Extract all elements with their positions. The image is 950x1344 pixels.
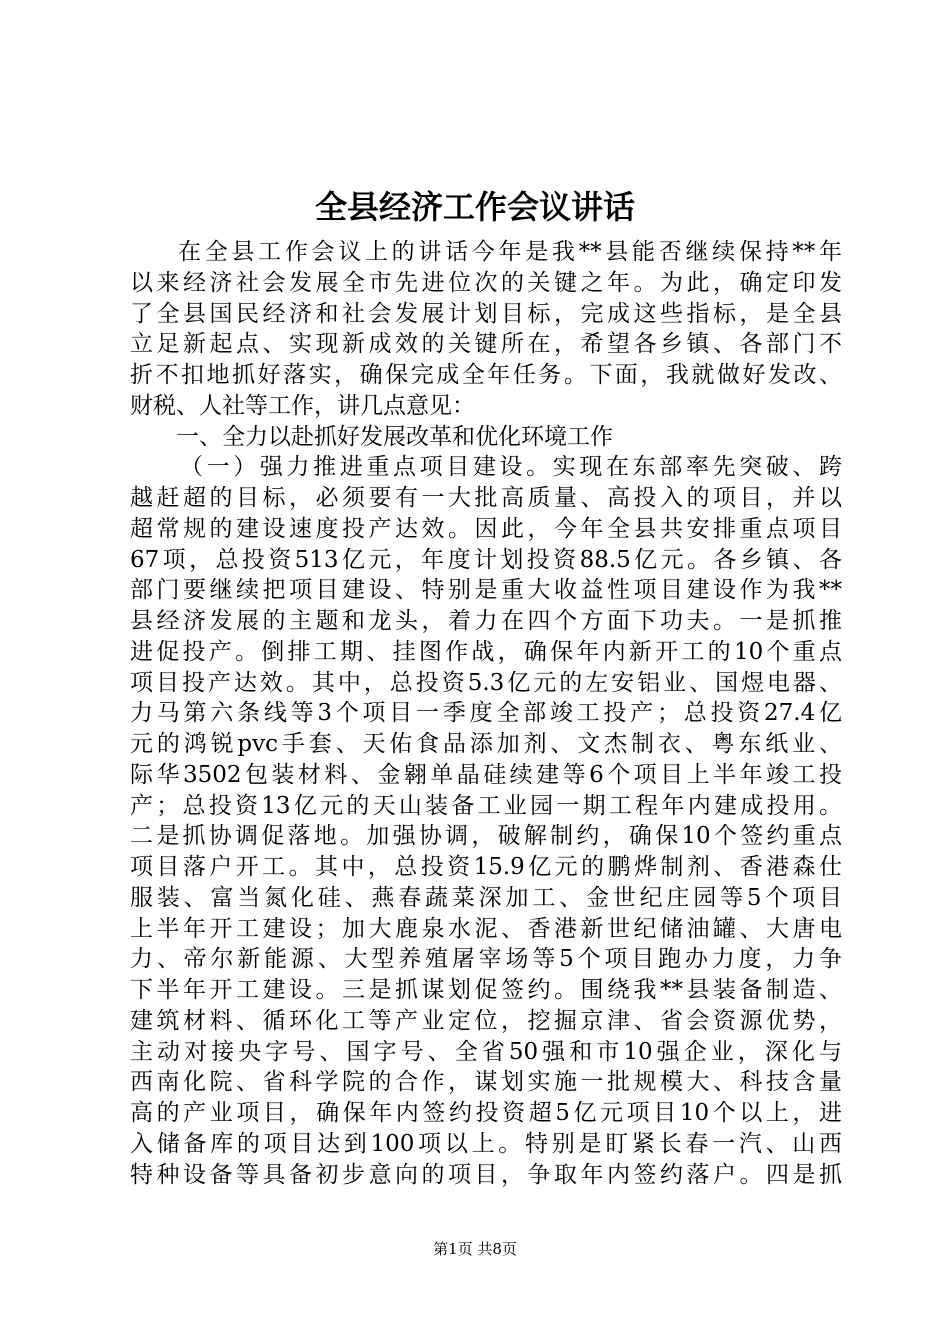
body-line: 元的鸿锐pvc手套、天佑食品添加剂、文杰制衣、粤东纸业、 [130, 731, 842, 757]
body-line: 产；总投资13亿元的天山装备工业园一期工程年内建成投用。 [130, 792, 842, 819]
body-line: 际华3502包装材料、金翱单晶硅续建等6个项目上半年竣工投 [130, 761, 842, 788]
page-number-footer: 第1页 共8页 [433, 1240, 517, 1258]
body-line: 二是抓协调促落地。加强协调，破解制约，确保10个签约重点 [130, 823, 842, 850]
body-line: 了全县国民经济和社会发展计划目标，完成这些指标，是全县 [130, 300, 842, 327]
body-line: 部门要继续把项目建设、特别是重大收益性项目建设作为我** [130, 577, 842, 604]
body-line: 主动对接央字号、国字号、全省50强和市10强企业，深化与 [130, 1038, 842, 1065]
body-line: 越赶超的目标，必须要有一大批高质量、高投入的项目，并以 [130, 485, 842, 511]
body-line: 力马第六条线等3个项目一季度全部竣工投产；总投资27.4亿 [130, 700, 842, 727]
body-line: 项目投产达效。其中，总投资5.3亿元的左安铝业、国煜电器、 [130, 669, 842, 696]
body-line: 上半年开工建设；加大鹿泉水泥、香港新世纪储油罐、大唐电 [130, 915, 842, 942]
body-line: 以来经济社会发展全市先进位次的关键之年。为此，确定印发 [130, 269, 842, 296]
body-line: 财税、人社等工作，讲几点意见： [130, 392, 475, 419]
body-line: 在全县工作会议上的讲话今年是我**县能否继续保持**年 [178, 239, 842, 265]
body-line: 入储备库的项目达到100项以上。特别是盯紧长春一汽、山西 [130, 1130, 842, 1157]
body-line: 67项，总投资513亿元，年度计划投资88.5亿元。各乡镇、各 [130, 546, 842, 573]
body-line: 下半年开工建设。三是抓谋划促签约。围绕我**县装备制造、 [130, 977, 842, 1003]
body-line: 特种设备等具备初步意向的项目，争取年内签约落户。四是抓 [130, 1161, 842, 1188]
body-line: 高的产业项目，确保年内签约投资超5亿元项目10个以上，进 [130, 1100, 842, 1126]
section-heading: 一、全力以赴抓好发展改革和优化环境工作 [176, 423, 613, 450]
body-line: 进促投产。倒排工期、挂图作战，确保年内新开工的10个重点 [130, 638, 842, 665]
body-line: 服装、富当氮化硅、燕春蔬菜深加工、金世纪庄园等5个项目 [130, 884, 842, 911]
body-line: 立足新起点、实现新成效的关键所在，希望各乡镇、各部门不 [130, 331, 842, 358]
body-line: 县经济发展的主题和龙头，着力在四个方面下功夫。一是抓推 [130, 608, 842, 634]
subsection-line: （一）强力推进重点项目建设。实现在东部率先突破、跨 [180, 454, 842, 481]
body-line: 折不扣地抓好落实，确保完成全年任务。下面，我就做好发改、 [130, 362, 842, 388]
body-line: 项目落户开工。其中，总投资15.9亿元的鹏烨制剂、香港森仕 [130, 854, 842, 880]
body-line: 建筑材料、循环化工等产业定位，挖掘京津、省会资源优势， [130, 1007, 842, 1034]
body-line: 西南化院、省科学院的合作，谋划实施一批规模大、科技含量 [130, 1069, 842, 1096]
document-body [130, 237, 842, 1190]
body-line: 力、帝尔新能源、大型养殖屠宰场等5个项目跑办力度，力争 [130, 946, 842, 973]
document-title: 全县经济工作会议讲话 [314, 188, 635, 226]
body-line: 超常规的建设速度投产达效。因此，今年全县共安排重点项目 [130, 515, 842, 542]
